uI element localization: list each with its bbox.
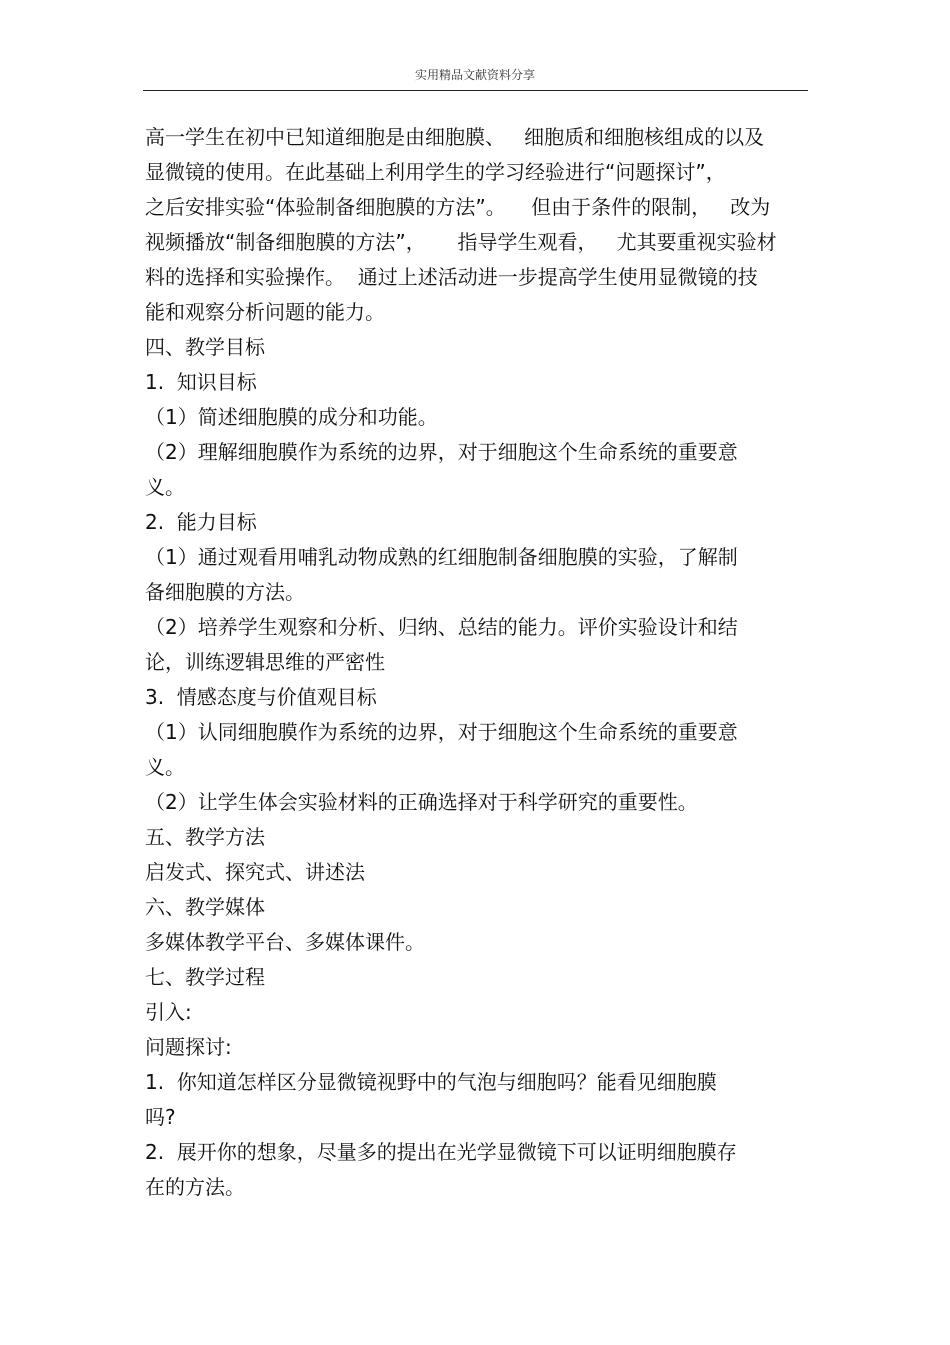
subsection-heading: 1. 知识目标 xyxy=(145,370,257,394)
list-item: （1）简述细胞膜的成分和功能。 xyxy=(145,405,438,429)
section-heading: 七、教学过程 xyxy=(145,965,265,989)
list-item: 1. 你知道怎样区分显微镜视野中的气泡与细胞吗？能看见细胞膜 xyxy=(145,1070,717,1094)
subsection-heading: 2. 能力目标 xyxy=(145,510,257,534)
list-item-continuation: 论，训练逻辑思维的严密性 xyxy=(145,650,385,674)
text-line: 料的选择和实验操作。 通过上述活动进一步提高学生使用显微镜的技 xyxy=(145,265,758,289)
list-item-continuation: 吗? xyxy=(145,1105,176,1129)
section-heading: 五、教学方法 xyxy=(145,825,265,849)
header-divider xyxy=(143,90,808,91)
text-line: 启发式、探究式、讲述法 xyxy=(145,860,365,884)
list-item-continuation: 备细胞膜的方法。 xyxy=(145,580,305,604)
list-item: （2）理解细胞膜作为系统的边界，对于细胞这个生命系统的重要意 xyxy=(145,440,738,464)
text-line: 问题探讨: xyxy=(145,1035,232,1059)
list-item-continuation: 在的方法。 xyxy=(145,1175,245,1199)
text-line: 之后安排实验“体验制备细胞膜的方法”。 但由于条件的限制， 改为 xyxy=(145,195,771,219)
text-line: 多媒体教学平台、多媒体课件。 xyxy=(145,930,425,954)
text-line: 视频播放“制备细胞膜的方法”， 指导学生观看， 尤其要重视实验材 xyxy=(145,230,777,254)
text-line: 能和观察分析问题的能力。 xyxy=(145,300,385,324)
text-line: 显微镜的使用。在此基础上利用学生的学习经验进行“问题探讨”， xyxy=(145,160,726,184)
section-heading: 四、教学目标 xyxy=(145,335,265,359)
list-item: （1）认同细胞膜作为系统的边界，对于细胞这个生命系统的重要意 xyxy=(145,720,738,744)
subsection-heading: 3. 情感态度与价值观目标 xyxy=(145,685,377,709)
list-item: （1）通过观看用哺乳动物成熟的红细胞制备细胞膜的实验，了解制 xyxy=(145,545,738,569)
list-item: 2. 展开你的想象，尽量多的提出在光学显微镜下可以证明细胞膜存 xyxy=(145,1140,737,1164)
text-line: 高一学生在初中已知道细胞是由细胞膜、 细胞质和细胞核组成的以及 xyxy=(145,125,765,149)
list-item-continuation: 义。 xyxy=(145,755,185,779)
page-header: 实用精品文献资料分享 xyxy=(414,68,535,82)
document-body xyxy=(145,122,810,1207)
text-line: 引入: xyxy=(145,1000,192,1024)
list-item: （2）培养学生观察和分析、归纳、总结的能力。评价实验设计和结 xyxy=(145,615,738,639)
list-item: （2）让学生体会实验材料的正确选择对于科学研究的重要性。 xyxy=(145,790,698,814)
section-heading: 六、教学媒体 xyxy=(145,895,265,919)
list-item-continuation: 义。 xyxy=(145,475,185,499)
